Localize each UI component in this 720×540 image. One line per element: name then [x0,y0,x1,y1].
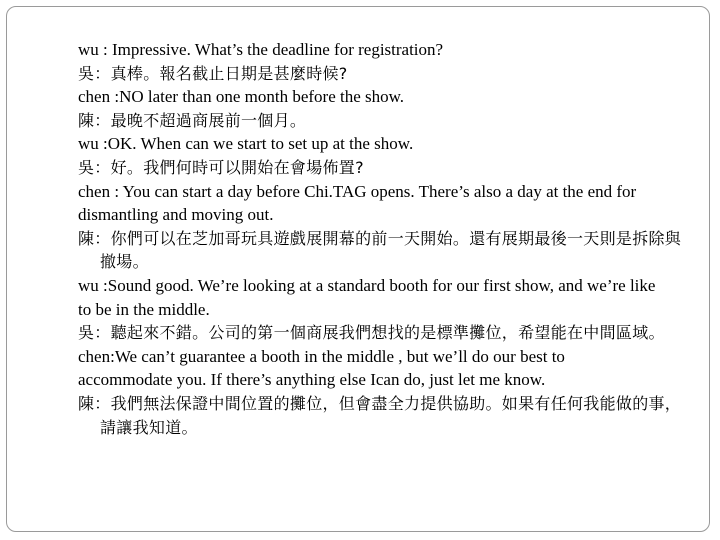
dialogue-line-chen-en-cont: dismantling and moving out. [78,205,274,225]
dialogue-line-wu-en-cont: to be in the middle. [78,299,210,319]
dialogue-line-chen-zh: 陳：我們無法保證中間位置的攤位，但會盡全力提供協助。如果有任何我能做的事，請讓我知道。 [78,393,682,437]
dialogue-line-wu-en: wu :OK. When can we start to set up at the show. [78,134,414,154]
dialogue-line-wu-zh: 吳：好。我們何時可以開始在會場佈置? [78,157,364,177]
dialogue-line-wu-en: wu : Impressive. What’s the deadline for registration? [78,40,444,59]
dialogue-text [78,38,688,439]
dialogue-line-chen-en-cont: accommodate you. If there’s anything else Ican do, just let me know. [78,370,546,390]
dialogue-line-chen-en: chen:We can’t guarantee a booth in the middle , but we’ll do our best to [78,346,565,366]
dialogue-line-chen-zh: 陳：你們可以在芝加哥玩具遊戲展開幕的前一天開始。還有展期最後一天則是拆除與撤場。 [78,228,682,272]
dialogue-line-wu-zh: 吳：真棒。報名截止日期是甚麼時候? [78,63,348,83]
dialogue-line-wu-zh: 吳：聽起來不錯。公司的第一個商展我們想找的是標準攤位，希望能在中間區域。 [78,323,665,343]
dialogue-line-wu-en: wu :Sound good. We’re looking at a standard booth for our first show, and we’re like [78,275,656,295]
dialogue-line-chen-zh: 陳：最晚不超過商展前一個月。 [78,110,307,130]
dialogue-line-chen-en: chen : You can start a day before Chi.TAG opens. There’s also a day at the end for [78,181,637,201]
dialogue-line-chen-en: chen :NO later than one month before the show. [78,87,405,107]
